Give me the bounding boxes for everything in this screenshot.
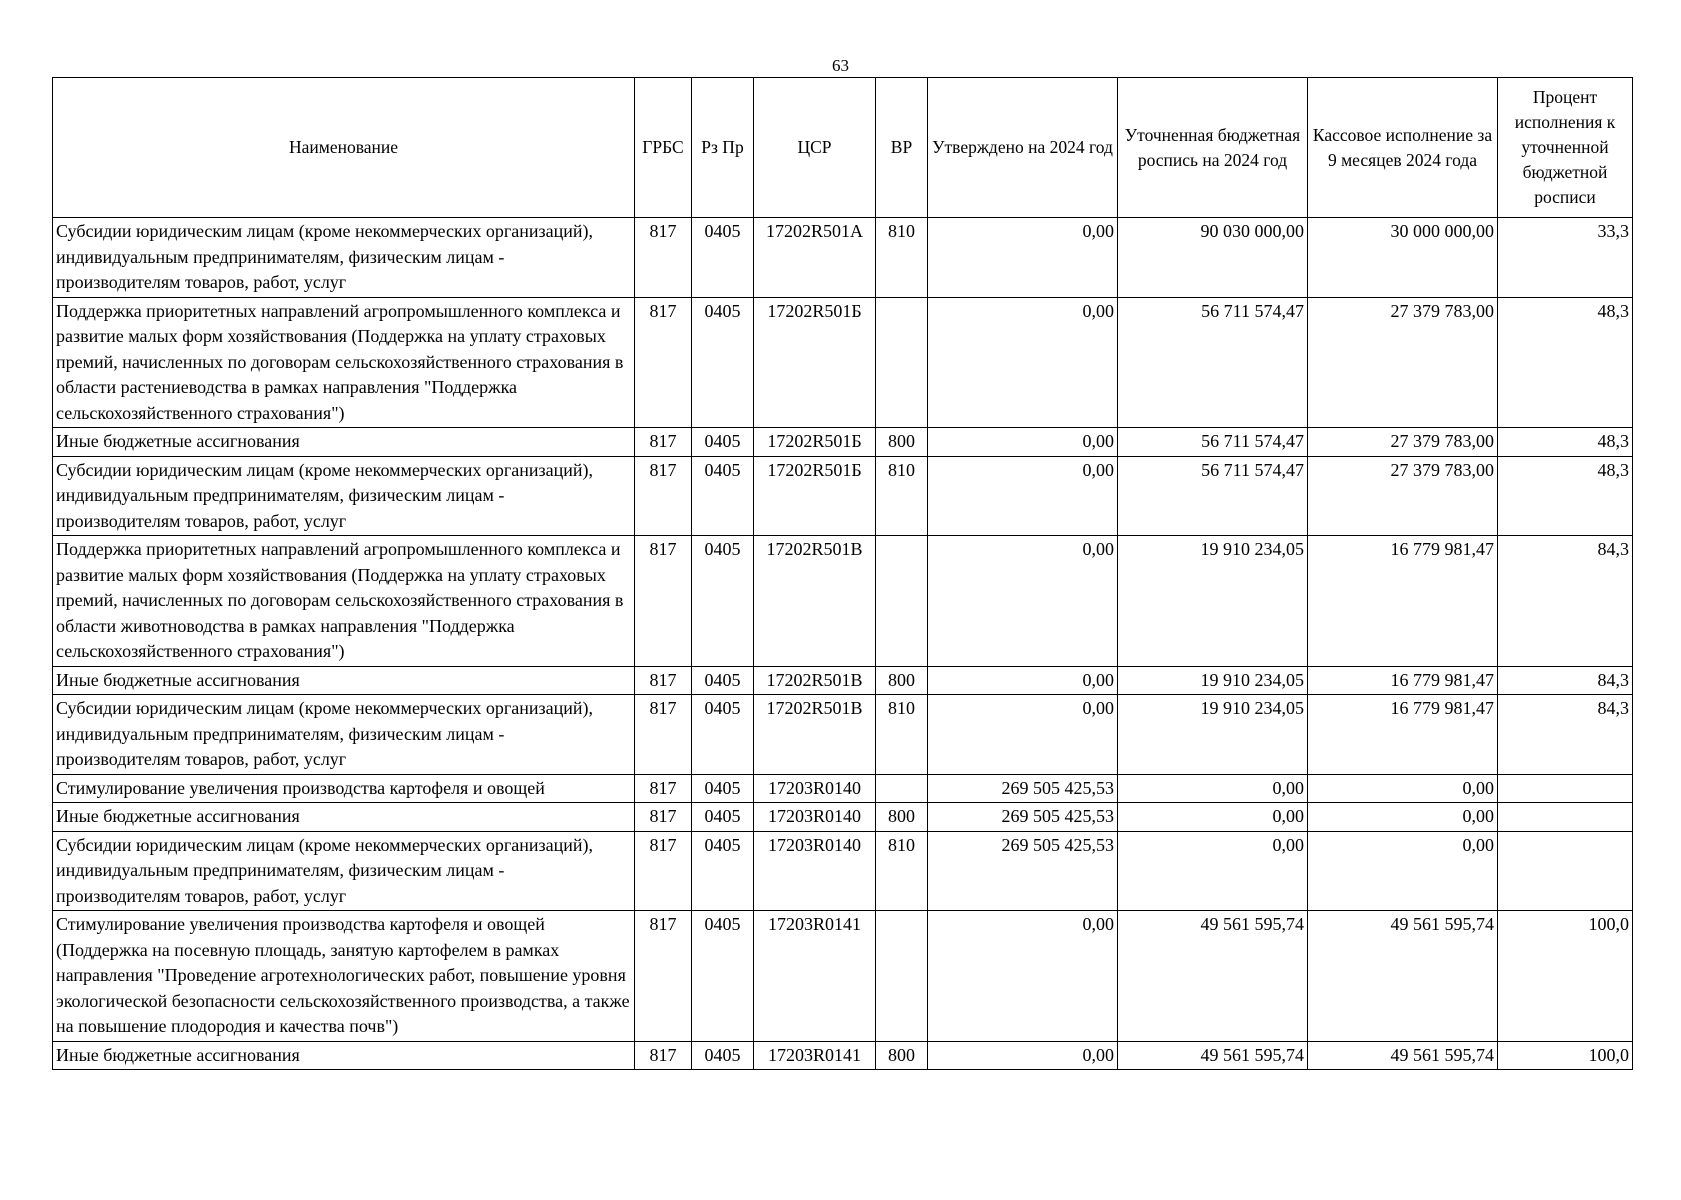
cell-name: Субсидии юридическим лицам (кроме некоммерческих организаций), индивидуальным предпринимателям, физическим лицам - производителям товаров, работ, услуг [53, 456, 635, 536]
cell-cash: 16 779 981,47 [1308, 536, 1498, 667]
table-row [53, 428, 1633, 457]
cell-rzpr: 0405 [692, 774, 754, 803]
cell-rzpr: 0405 [692, 831, 754, 911]
header-name: Наименование [53, 78, 635, 218]
cell-vr [876, 297, 928, 428]
cell-rzpr: 0405 [692, 218, 754, 298]
cell-name: Поддержка приоритетных направлений агропромышленного комплекса и развитие малых форм хозяйствования (Поддержка на уплату страховых премий, начисленных по договорам сельскохозяйственного страхования в области растениеводства в рамках направления "Поддержка сельскохозяйственного страхования") [53, 297, 635, 428]
cell-vr: 810 [876, 831, 928, 911]
cell-percent [1498, 831, 1633, 911]
cell-grbs: 817 [635, 774, 692, 803]
cell-refined: 19 910 234,05 [1118, 695, 1308, 775]
header-approved: Утверждено на 2024 год [928, 78, 1118, 218]
cell-vr: 800 [876, 803, 928, 832]
cell-rzpr: 0405 [692, 536, 754, 667]
cell-grbs: 817 [635, 297, 692, 428]
cell-vr: 800 [876, 1041, 928, 1070]
cell-name: Поддержка приоритетных направлений агропромышленного комплекса и развитие малых форм хозяйствования (Поддержка на уплату страховых премий, начисленных по договорам сельскохозяйственного страхования в области животноводства в рамках направления "Поддержка сельскохозяйственного страхования") [53, 536, 635, 667]
cell-cash: 0,00 [1308, 774, 1498, 803]
table-row [53, 911, 1633, 1042]
cell-percent: 100,0 [1498, 911, 1633, 1042]
header-refined: Уточненная бюджетная роспись на 2024 год [1118, 78, 1308, 218]
cell-refined: 56 711 574,47 [1118, 297, 1308, 428]
cell-refined: 19 910 234,05 [1118, 666, 1308, 695]
cell-approved: 0,00 [928, 456, 1118, 536]
table-row [53, 695, 1633, 775]
cell-approved: 269 505 425,53 [928, 831, 1118, 911]
cell-csr: 17202R501Б [754, 428, 876, 457]
cell-name: Субсидии юридическим лицам (кроме некоммерческих организаций), индивидуальным предпринимателям, физическим лицам - производителям товаров, работ, услуг [53, 695, 635, 775]
cell-approved: 0,00 [928, 218, 1118, 298]
cell-percent: 48,3 [1498, 297, 1633, 428]
cell-percent: 84,3 [1498, 666, 1633, 695]
cell-name: Субсидии юридическим лицам (кроме некоммерческих организаций), индивидуальным предпринимателям, физическим лицам - производителям товаров, работ, услуг [53, 218, 635, 298]
cell-cash: 16 779 981,47 [1308, 695, 1498, 775]
cell-cash: 49 561 595,74 [1308, 1041, 1498, 1070]
cell-vr: 800 [876, 666, 928, 695]
cell-name: Иные бюджетные ассигнования [53, 666, 635, 695]
cell-refined: 56 711 574,47 [1118, 428, 1308, 457]
cell-grbs: 817 [635, 695, 692, 775]
cell-vr: 810 [876, 456, 928, 536]
cell-cash: 27 379 783,00 [1308, 428, 1498, 457]
header-rzpr: Рз Пр [692, 78, 754, 218]
page-number: 63 [832, 56, 849, 75]
cell-refined: 19 910 234,05 [1118, 536, 1308, 667]
cell-csr: 17203R0141 [754, 911, 876, 1042]
cell-cash: 16 779 981,47 [1308, 666, 1498, 695]
cell-csr: 17203R0140 [754, 774, 876, 803]
cell-approved: 0,00 [928, 536, 1118, 667]
cell-rzpr: 0405 [692, 456, 754, 536]
cell-approved: 0,00 [928, 695, 1118, 775]
table-row [53, 456, 1633, 536]
cell-percent [1498, 803, 1633, 832]
cell-vr: 800 [876, 428, 928, 457]
cell-csr: 17202R501В [754, 536, 876, 667]
table-header-row [53, 78, 1633, 218]
cell-csr: 17202R501Б [754, 297, 876, 428]
cell-approved: 0,00 [928, 666, 1118, 695]
cell-name: Стимулирование увеличения производства картофеля и овощей (Поддержка на посевную площадь, занятую картофелем в рамках направления "Проведение агротехнологических работ, повышение уровня экологической безопасности сельскохозяйственного производства, а также на повышение плодородия и качества почв") [53, 911, 635, 1042]
cell-refined: 0,00 [1118, 774, 1308, 803]
budget-table [52, 77, 1633, 1070]
cell-approved: 269 505 425,53 [928, 803, 1118, 832]
cell-cash: 30 000 000,00 [1308, 218, 1498, 298]
cell-vr: 810 [876, 218, 928, 298]
table-row [53, 218, 1633, 298]
header-grbs: ГРБС [635, 78, 692, 218]
cell-cash: 0,00 [1308, 803, 1498, 832]
cell-cash: 49 561 595,74 [1308, 911, 1498, 1042]
cell-approved: 0,00 [928, 911, 1118, 1042]
header-cash: Кассовое исполнение за 9 месяцев 2024 года [1308, 78, 1498, 218]
table-row [53, 297, 1633, 428]
table-row [53, 774, 1633, 803]
cell-percent: 48,3 [1498, 428, 1633, 457]
table-row [53, 1041, 1633, 1070]
header-csr: ЦСР [754, 78, 876, 218]
cell-percent: 33,3 [1498, 218, 1633, 298]
cell-rzpr: 0405 [692, 695, 754, 775]
cell-refined: 49 561 595,74 [1118, 1041, 1308, 1070]
header-vr: ВР [876, 78, 928, 218]
cell-grbs: 817 [635, 831, 692, 911]
cell-csr: 17203R0140 [754, 803, 876, 832]
table-row [53, 803, 1633, 832]
cell-grbs: 817 [635, 803, 692, 832]
cell-cash: 27 379 783,00 [1308, 456, 1498, 536]
cell-csr: 17202R501В [754, 695, 876, 775]
cell-grbs: 817 [635, 456, 692, 536]
cell-grbs: 817 [635, 428, 692, 457]
cell-refined: 56 711 574,47 [1118, 456, 1308, 536]
cell-cash: 27 379 783,00 [1308, 297, 1498, 428]
cell-percent [1498, 774, 1633, 803]
cell-refined: 90 030 000,00 [1118, 218, 1308, 298]
cell-percent: 48,3 [1498, 456, 1633, 536]
cell-rzpr: 0405 [692, 803, 754, 832]
cell-vr: 810 [876, 695, 928, 775]
cell-approved: 0,00 [928, 297, 1118, 428]
table-body [53, 218, 1633, 1070]
cell-csr: 17202R501А [754, 218, 876, 298]
cell-csr: 17203R0141 [754, 1041, 876, 1070]
cell-grbs: 817 [635, 536, 692, 667]
header-percent: Процент исполнения к уточненной бюджетной росписи [1498, 78, 1633, 218]
cell-name: Иные бюджетные ассигнования [53, 803, 635, 832]
cell-rzpr: 0405 [692, 911, 754, 1042]
cell-cash: 0,00 [1308, 831, 1498, 911]
table-row [53, 666, 1633, 695]
cell-name: Стимулирование увеличения производства картофеля и овощей [53, 774, 635, 803]
cell-percent: 100,0 [1498, 1041, 1633, 1070]
cell-approved: 269 505 425,53 [928, 774, 1118, 803]
table-row [53, 536, 1633, 667]
cell-grbs: 817 [635, 666, 692, 695]
cell-refined: 49 561 595,74 [1118, 911, 1308, 1042]
cell-approved: 0,00 [928, 428, 1118, 457]
cell-name: Субсидии юридическим лицам (кроме некоммерческих организаций), индивидуальным предпринимателям, физическим лицам - производителям товаров, работ, услуг [53, 831, 635, 911]
cell-name: Иные бюджетные ассигнования [53, 1041, 635, 1070]
cell-percent: 84,3 [1498, 536, 1633, 667]
cell-percent: 84,3 [1498, 695, 1633, 775]
cell-grbs: 817 [635, 218, 692, 298]
cell-grbs: 817 [635, 911, 692, 1042]
cell-rzpr: 0405 [692, 666, 754, 695]
cell-csr: 17202R501Б [754, 456, 876, 536]
cell-csr: 17202R501В [754, 666, 876, 695]
cell-rzpr: 0405 [692, 1041, 754, 1070]
cell-vr [876, 536, 928, 667]
cell-rzpr: 0405 [692, 297, 754, 428]
cell-rzpr: 0405 [692, 428, 754, 457]
cell-vr [876, 774, 928, 803]
table-row [53, 831, 1633, 911]
cell-approved: 0,00 [928, 1041, 1118, 1070]
cell-name: Иные бюджетные ассигнования [53, 428, 635, 457]
cell-refined: 0,00 [1118, 831, 1308, 911]
cell-refined: 0,00 [1118, 803, 1308, 832]
cell-vr [876, 911, 928, 1042]
cell-grbs: 817 [635, 1041, 692, 1070]
cell-csr: 17203R0140 [754, 831, 876, 911]
